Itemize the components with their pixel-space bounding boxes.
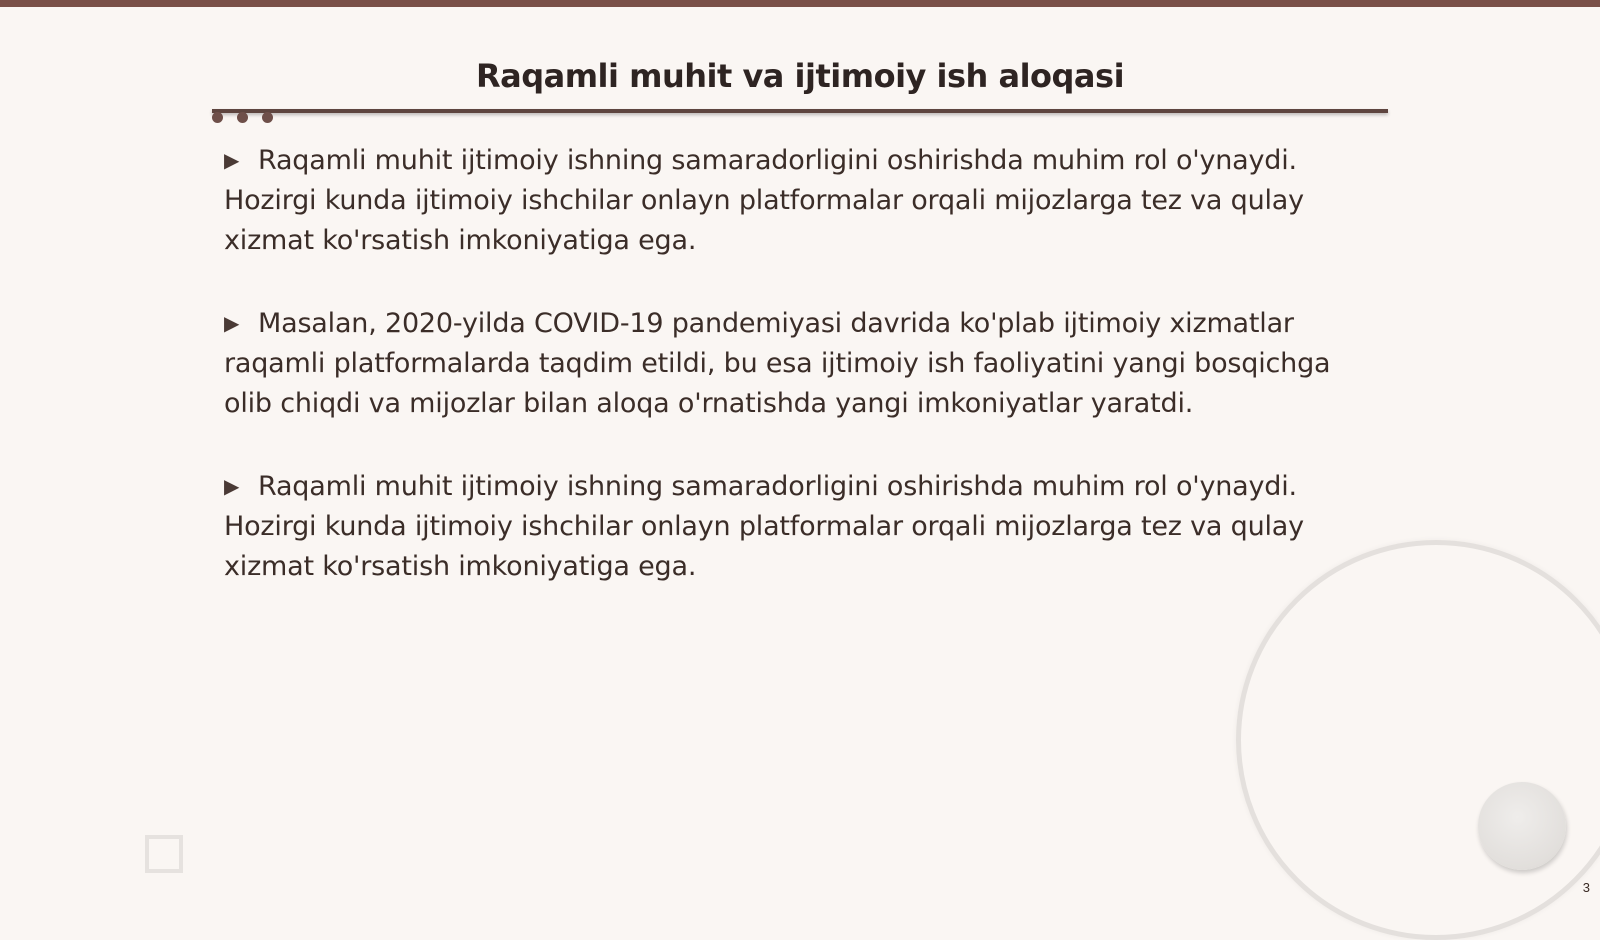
slide-title: Raqamli muhit va ijtimoiy ish aloqasi: [475, 57, 1125, 95]
decor-dot: [262, 112, 273, 123]
page-number: 3: [1582, 880, 1590, 895]
title-underline: [212, 109, 1388, 113]
title-dots-decoration: [212, 112, 284, 126]
bullet-paragraph-1: [224, 140, 1364, 261]
paragraph-text: Raqamli muhit ijtimoiy ishning samaradorligini oshirishda muhim rol o'ynaydi. Hozirgi kunda ijtimoiy ishchilar onlayn platformalar orqali mijozlarga tez va qulay xizmat ko'rsatish imkoniyatiga ega.: [224, 471, 1304, 582]
paragraph-text: Masalan, 2020-yilda COVID-19 pandemiyasi davrida ko'plab ijtimoiy xizmatlar raqamli platformalarda taqdim etildi, bu esa ijtimoiy ish faoliyatini yangi bosqichga olib chiqdi va mijozlar bilan aloqa o'rnatishda yangi imkoniyatlar yaratdi.: [224, 308, 1331, 419]
slide-body: [224, 140, 1364, 629]
bullet-arrow-icon: ▶: [224, 311, 240, 335]
top-accent-bar: [0, 0, 1600, 7]
bullet-paragraph-2: [224, 303, 1364, 424]
decor-dot: [237, 112, 248, 123]
decor-circle: [1478, 782, 1566, 870]
bullet-arrow-icon: ▶: [224, 148, 240, 172]
bullet-paragraph-3: [224, 466, 1364, 587]
decor-dot: [212, 112, 223, 123]
paragraph-text: Raqamli muhit ijtimoiy ishning samaradorligini oshirishda muhim rol o'ynaydi. Hozirgi kunda ijtimoiy ishchilar onlayn platformalar orqali mijozlarga tez va qulay xizmat ko'rsatish imkoniyatiga ega.: [224, 145, 1304, 256]
decor-square: [145, 835, 183, 873]
bullet-arrow-icon: ▶: [224, 474, 240, 498]
